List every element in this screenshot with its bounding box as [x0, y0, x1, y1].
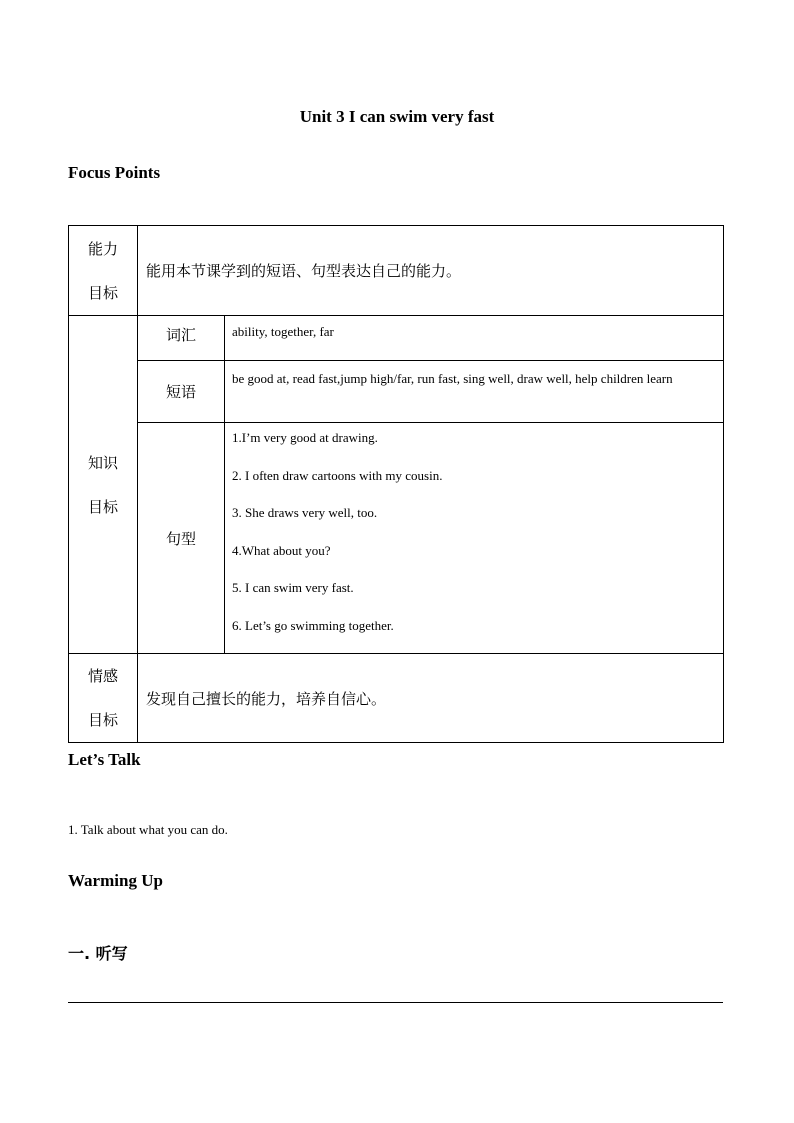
knowledge-label [69, 316, 138, 654]
emotion-label-line1: 情感 [87, 667, 118, 685]
emotion-row [69, 654, 724, 743]
sentence-item: 4.What about you? [232, 542, 331, 558]
knowledge-label-line1: 知识 [87, 453, 118, 472]
sentence-item: 6. Let’s go swimming together. [232, 617, 394, 633]
phrases-row [69, 361, 724, 423]
focus-points-heading: Focus Points [68, 163, 161, 182]
vocab-row [69, 316, 724, 361]
vocab-label: 词汇 [138, 316, 225, 361]
phrases-text: be good at, read fast,jump high/far, run fast, sing well, draw well, help children learn [232, 371, 673, 386]
vocab-text: ability, together, far [232, 324, 334, 339]
page-title: Unit 3 I can swim very fast [299, 107, 495, 126]
lets-talk-heading: Let’s Talk [68, 750, 141, 769]
phrases-cell [225, 361, 724, 423]
ability-row [69, 226, 724, 316]
sentences-list [232, 423, 723, 653]
emotion-label-line2: 目标 [87, 711, 118, 729]
sentences-label: 句型 [138, 423, 225, 654]
dictation-section-heading: 一. 听写 [68, 944, 128, 963]
phrases-label: 短语 [138, 361, 225, 423]
ability-content: 能用本节课学到的短语、句型表达自己的能力。 [138, 226, 724, 316]
ability-label [69, 226, 138, 316]
lets-talk-item: 1. Talk about what you can do. [68, 822, 228, 837]
sentence-item: 1.I’m very good at drawing. [232, 430, 378, 445]
answer-line [68, 1002, 723, 1003]
vocab-cell [225, 316, 724, 361]
warming-up-heading: Warming Up [68, 871, 163, 890]
focus-points-table [68, 225, 724, 743]
sentence-item: 3. She draws very well, too. [232, 505, 378, 520]
ability-label-line2: 目标 [87, 283, 118, 302]
sentences-cell [225, 423, 724, 654]
sentence-item: 5. I can swim very fast. [232, 580, 354, 595]
ability-label-line1: 能力 [87, 239, 118, 258]
sentences-row [69, 423, 724, 654]
emotion-label [69, 654, 138, 743]
knowledge-label-line2: 目标 [87, 497, 118, 516]
emotion-content: 发现自己擅长的能力，培养自信心。 [138, 654, 724, 743]
sentence-item: 2. I often draw cartoons with my cousin. [232, 467, 443, 483]
